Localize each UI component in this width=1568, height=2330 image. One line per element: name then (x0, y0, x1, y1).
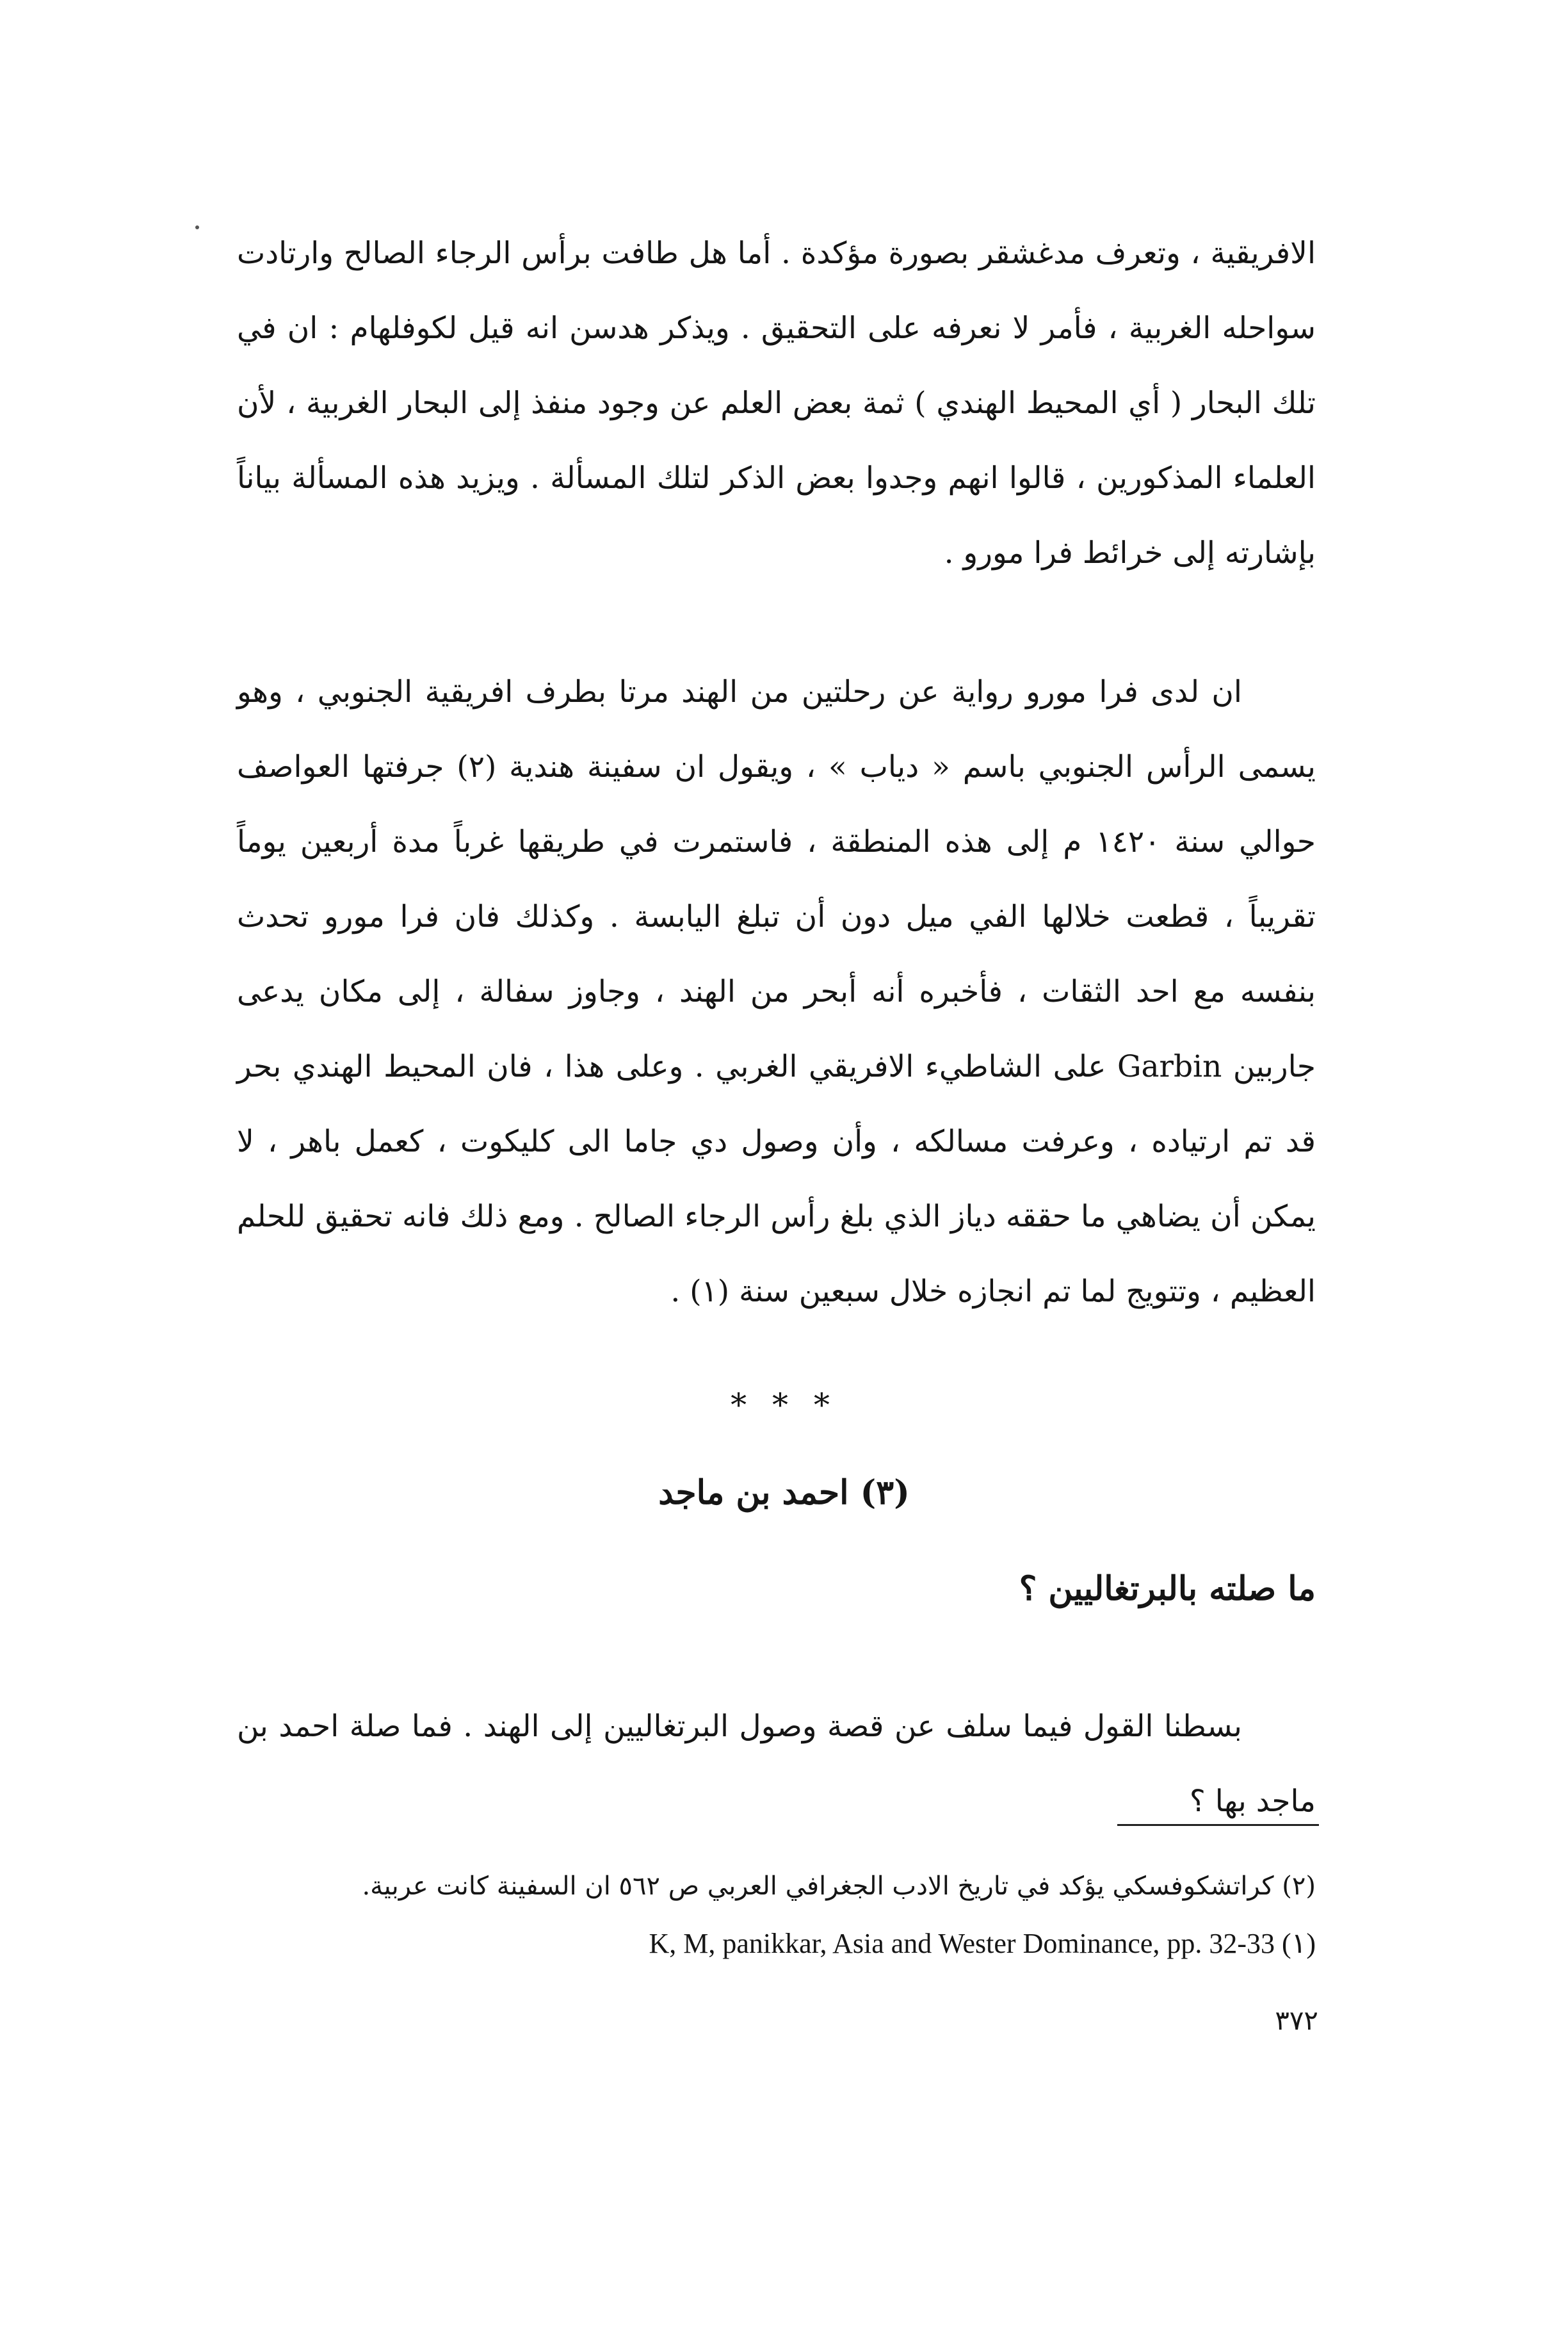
footnote-1: K, M, panikkar, Asia and Wester Dominance, pp. 32-33 (١) (649, 1928, 1316, 1959)
footnote-divider (1117, 1824, 1319, 1826)
margin-speck (195, 225, 199, 229)
page-number: ٣٧٢ (1275, 2005, 1318, 2036)
body-paragraph-3: بسطنا القول فيما سلف عن قصة وصول البرتغاليين إلى الهند . فما صلة احمد بن ماجد بها ؟ (237, 1709, 1316, 1819)
footnotes (237, 1857, 1316, 1973)
section-heading: (٣) احمد بن ماجد (658, 1473, 910, 1512)
subsection-heading: ما صلته بالبرتغاليين ؟ (1019, 1569, 1316, 1608)
body-paragraph-1: الافريقية ، وتعرف مدغشقر بصورة مؤكدة . أما هل طافت برأس الرجاء الصالح وارتادت سواحله الغربية ، فأمر لا نعرفه على التحقيق . ويذكر هدسن انه قيل لكوفلهام : ان في تلك البحار ( أي المحيط الهندي ) ثمة بعض العلم عن وجود منفذ إلى البحار الغربية ، لأن العلماء المذكورين ، قالوا انهم وجدوا بعض الذكر لتلك المسألة . ويزيد هذه المسألة بياناً بإشارته إلى خرائط فرا مورو . (237, 236, 1316, 571)
section-separator: * * * (731, 1387, 837, 1424)
body-paragraph-2: ان لدى فرا مورو رواية عن رحلتين من الهند مرتا بطرف افريقية الجنوبي ، وهو يسمى الرأس الجنوبي باسم « دياب » ، ويقول ان سفينة هندية (٢) جرفتها العواصف حوالي سنة ١٤٢٠ م إلى هذه المنطقة ، فاستمرت في طريقها غرباً مدة أربعين يوماً تقريباً ، قطعت خلالها الفي ميل دون أن تبلغ اليابسة . وكذلك فان فرا مورو تحدث بنفسه مع احد الثقات ، فأخبره أنه أبحر من الهند ، وجاوز سفالة ، إلى مكان يدعى جاربين Garbin على الشاطيء الافريقي الغربي . وعلى هذا ، فان المحيط الهندي بحر قد تم ارتياده ، وعرفت مسالكه ، وأن وصول دي جاما الى كليكوت ، كعمل باهر ، لا يمكن أن يضاهي ما حققه دياز الذي بلغ رأس الرجاء الصالح . ومع ذلك فانه تحقيق للحلم العظيم ، وتتويج لما تم انجازه خلال سبعين سنة (١) . (237, 674, 1316, 1309)
footnote-2: (٢) كراتشكوفسكي يؤكد في تاريخ الادب الجغرافي العربي ص ٥٦٢ ان السفينة كانت عربية. (362, 1871, 1316, 1901)
